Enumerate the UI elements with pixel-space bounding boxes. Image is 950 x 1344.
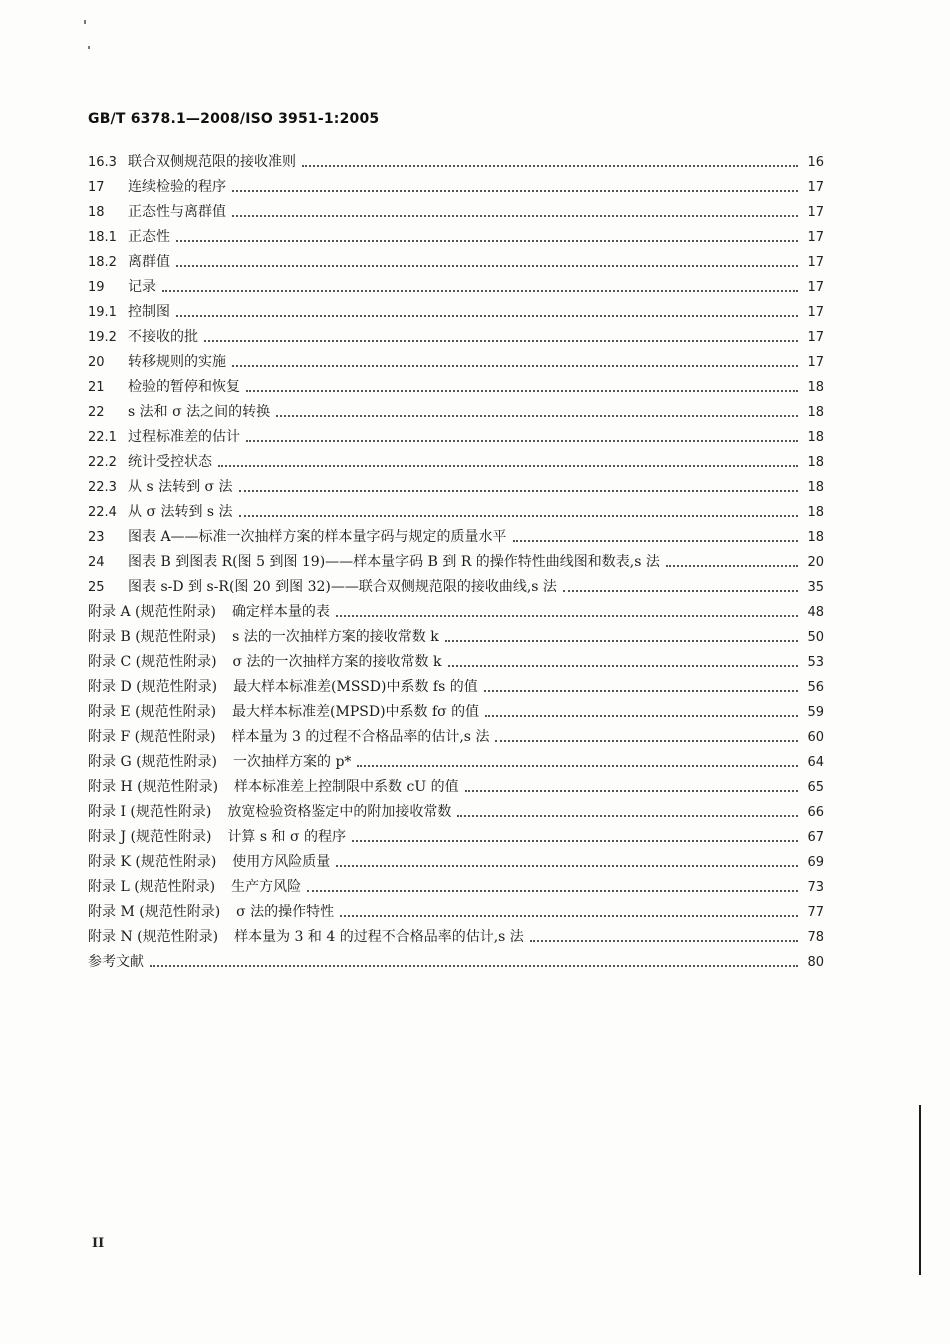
toc-entry[interactable] [88,375,824,400]
toc-entry-title: 从 s 法转到 σ 法 [128,479,233,495]
dot-leader [352,840,798,842]
toc-entry-page: 78 [807,930,824,945]
dot-leader [530,940,798,942]
toc-entry[interactable] [88,850,824,875]
toc-entry-page: 17 [807,330,824,345]
toc-entry[interactable] [88,725,824,750]
toc-entry-page: 80 [807,955,824,970]
toc-entry-title: 图表 A——标准一次抽样方案的样本量字码与规定的质量水平 [128,529,507,545]
toc-entry-title: 连续检验的程序 [128,179,226,195]
toc-entry-page: 18 [807,380,824,395]
toc-entry-title: 统计受控状态 [128,454,212,470]
toc-entry-page: 18 [807,480,824,495]
dot-leader [340,915,798,917]
toc-entry-title: 放宽检验资格鉴定中的附加接收常数 [227,804,452,820]
toc-entry[interactable] [88,200,824,225]
toc-entry[interactable] [88,675,824,700]
toc-entry-number: 16.3 [88,155,117,170]
dot-leader [204,340,798,342]
toc-entry-page: 53 [807,655,824,670]
toc-entry-number: 22 [88,405,105,420]
page-number: II [92,1236,105,1251]
table-of-contents [88,150,824,975]
toc-entry-title: 正态性与离群值 [128,204,226,220]
toc-entry-number: 附录 D (规范性附录) [88,679,218,695]
dot-leader [176,265,798,267]
toc-entry[interactable] [88,525,824,550]
toc-entry-title: 联合双侧规范限的接收准则 [128,154,296,170]
dot-leader [495,740,798,742]
toc-entry-title: 图表 B 到图表 R(图 5 到图 19)——样本量字码 B 到 R 的操作特性曲线图和数表,s 法 [128,554,660,570]
toc-entry-title: 参考文献 [88,954,144,970]
toc-entry[interactable] [88,475,824,500]
toc-entry[interactable] [88,825,824,850]
toc-entry[interactable] [88,875,824,900]
toc-entry-number: 附录 N (规范性附录) [88,929,219,945]
toc-entry-page: 35 [807,580,824,595]
toc-entry-title: 最大样本标准差(MPSD)中系数 fσ 的值 [232,704,480,720]
toc-entry-page: 17 [807,205,824,220]
toc-entry-page: 65 [807,780,824,795]
toc-entry-number: 18 [88,205,105,220]
toc-entry-page: 17 [807,180,824,195]
toc-entry-page: 69 [807,855,824,870]
toc-entry-title: 控制图 [128,304,170,320]
scan-edge-line [919,1105,921,1275]
dot-leader [150,965,798,967]
toc-entry-title: 离群值 [128,254,170,270]
toc-entry-title: 样本量为 3 的过程不合格品率的估计,s 法 [231,729,490,745]
dot-leader [218,465,798,467]
scan-speck [88,46,90,49]
dot-leader [336,865,798,867]
toc-entry-number: 附录 E (规范性附录) [88,704,217,720]
dot-leader [232,215,798,217]
toc-entry-title: σ 法的一次抽样方案的接收常数 k [232,654,442,670]
toc-entry-number: 18.2 [88,255,117,270]
toc-entry-page: 17 [807,280,824,295]
toc-entry-title: 使用方风险质量 [232,854,331,870]
dot-leader [484,690,798,692]
toc-entry-number: 附录 I (规范性附录) [88,804,212,820]
toc-entry[interactable] [88,925,824,950]
toc-entry[interactable] [88,150,824,175]
toc-entry-title: 不接收的批 [128,329,198,345]
dot-leader [307,890,798,892]
dot-leader [445,640,798,642]
toc-entry[interactable] [88,550,824,575]
dot-leader [457,815,798,817]
dot-leader [302,165,798,167]
toc-entry-page: 18 [807,430,824,445]
toc-entry-page: 73 [807,880,824,895]
toc-entry-number: 22.2 [88,455,117,470]
dot-leader [336,615,798,617]
toc-entry-number: 附录 H (规范性附录) [88,779,219,795]
dot-leader [246,390,798,392]
toc-entry-number: 22.1 [88,430,117,445]
toc-entry-number: 附录 A (规范性附录) [88,604,216,620]
toc-entry-number: 22.4 [88,505,117,520]
toc-entry-number: 20 [88,355,105,370]
toc-entry-page: 59 [807,705,824,720]
toc-entry-number: 21 [88,380,105,395]
toc-entry-number: 19 [88,280,105,295]
toc-entry[interactable] [88,800,824,825]
toc-entry-page: 17 [807,255,824,270]
toc-entry[interactable] [88,250,824,275]
toc-entry-title: 图表 s-D 到 s-R(图 20 到图 32)——联合双侧规范限的接收曲线,s 法 [128,579,557,595]
toc-entry-number: 24 [88,555,105,570]
toc-entry-number: 25 [88,580,105,595]
toc-entry-title: σ 法的操作特性 [236,904,335,920]
toc-entry[interactable] [88,625,824,650]
toc-entry-title: s 法的一次抽样方案的接收常数 k [232,629,439,645]
scan-speck [84,20,86,24]
toc-entry-number: 18.1 [88,230,117,245]
toc-entry[interactable] [88,175,824,200]
toc-entry-number: 附录 J (规范性附录) [88,829,212,845]
toc-entry-page: 56 [807,680,824,695]
toc-entry-page: 64 [807,755,824,770]
dot-leader [232,365,798,367]
dot-leader [563,590,798,592]
dot-leader [239,515,798,517]
dot-leader [465,790,798,792]
dot-leader [162,290,798,292]
toc-entry-title: 确定样本量的表 [231,604,330,620]
toc-entry-number: 22.3 [88,480,117,495]
toc-entry-number: 附录 K (规范性附录) [88,854,217,870]
dot-leader [232,190,798,192]
standard-code-header: GB/T 6378.1—2008/ISO 3951-1:2005 [88,111,380,127]
toc-entry[interactable] [88,425,824,450]
toc-entry-page: 18 [807,455,824,470]
toc-entry-title: 计算 s 和 σ 的程序 [227,829,346,845]
toc-entry-number: 19.2 [88,330,117,345]
toc-entry-title: 过程标准差的估计 [128,429,240,445]
toc-entry[interactable] [88,225,824,250]
toc-entry-page: 18 [807,505,824,520]
toc-entry[interactable] [88,575,824,600]
toc-entry[interactable] [88,450,824,475]
toc-entry-number: 附录 G (规范性附录) [88,754,218,770]
toc-entry[interactable] [88,350,824,375]
toc-entry-page: 16 [807,155,824,170]
toc-entry-title: 最大样本标准差(MSSD)中系数 fs 的值 [233,679,478,695]
toc-entry-number: 23 [88,530,105,545]
toc-entry[interactable] [88,275,824,300]
toc-entry-page: 66 [807,805,824,820]
toc-entry[interactable] [88,900,824,925]
toc-entry-page: 17 [807,355,824,370]
dot-leader [276,415,798,417]
toc-entry-title: 样本量为 3 和 4 的过程不合格品率的估计,s 法 [234,929,524,945]
toc-entry[interactable] [88,700,824,725]
toc-entry-title: 生产方风险 [231,879,302,895]
toc-entry-page: 18 [807,530,824,545]
toc-entry[interactable] [88,950,824,975]
dot-leader [176,315,798,317]
toc-entry-number: 附录 M (规范性附录) [88,904,221,920]
toc-entry-page: 60 [807,730,824,745]
toc-entry-page: 17 [807,305,824,320]
dot-leader [176,240,798,242]
toc-entry-number: 附录 F (规范性附录) [88,729,216,745]
toc-entry[interactable] [88,600,824,625]
toc-entry[interactable] [88,775,824,800]
dot-leader [448,665,799,667]
toc-entry-number: 附录 C (规范性附录) [88,654,217,670]
toc-entry[interactable] [88,500,824,525]
toc-entry-title: 从 σ 法转到 s 法 [128,504,233,520]
toc-entry-title: s 法和 σ 法之间的转换 [128,404,271,420]
toc-entry-title: 一次抽样方案的 p* [233,754,352,770]
toc-entry[interactable] [88,750,824,775]
toc-entry-title: 转移规则的实施 [128,354,226,370]
toc-entry-title: 检验的暂停和恢复 [128,379,240,395]
toc-entry-page: 67 [807,830,824,845]
toc-entry-page: 20 [807,555,824,570]
toc-entry-page: 50 [807,630,824,645]
toc-entry-page: 77 [807,905,824,920]
dot-leader [239,490,798,492]
toc-entry-page: 17 [807,230,824,245]
toc-entry-number: 19.1 [88,305,117,320]
toc-entry-page: 18 [807,405,824,420]
toc-entry-number: 附录 B (规范性附录) [88,629,217,645]
toc-entry-title: 记录 [128,279,156,295]
dot-leader [666,565,798,567]
dot-leader [246,440,798,442]
toc-entry-number: 附录 L (规范性附录) [88,879,216,895]
toc-entry-page: 48 [807,605,824,620]
dot-leader [513,540,798,542]
toc-entry[interactable] [88,325,824,350]
dot-leader [485,715,798,717]
toc-entry[interactable] [88,400,824,425]
toc-entry[interactable] [88,650,824,675]
toc-entry[interactable] [88,300,824,325]
toc-entry-title: 样本标准差上控制限中系数 cU 的值 [234,779,459,795]
toc-entry-number: 17 [88,180,105,195]
dot-leader [357,765,798,767]
toc-entry-title: 正态性 [128,229,170,245]
